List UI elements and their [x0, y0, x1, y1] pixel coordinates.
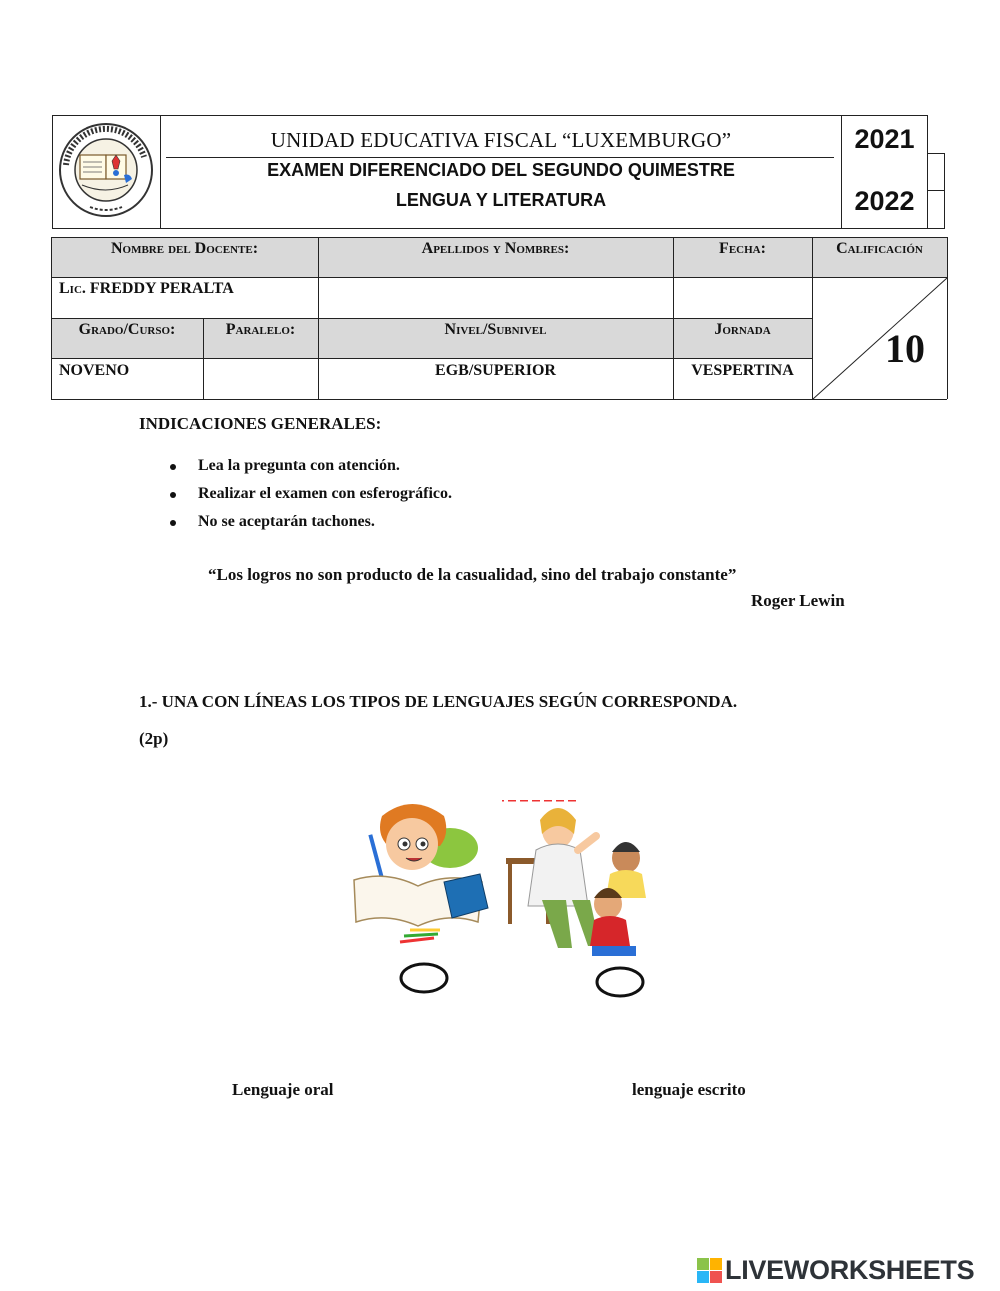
year-start: 2021	[854, 124, 915, 154]
instructions-title: INDICACIONES GENERALES:	[139, 414, 382, 433]
year-tab-divider	[928, 190, 945, 191]
student-name-field[interactable]	[320, 279, 671, 316]
bullet-icon	[170, 464, 176, 470]
logo-cell	[52, 115, 161, 229]
list-item	[168, 513, 452, 541]
level-value: EGB/SUPERIOR	[435, 362, 556, 379]
quote-author: Roger Lewin	[751, 591, 845, 610]
date-field[interactable]	[675, 279, 810, 316]
answer-circle-left[interactable]	[398, 961, 450, 995]
title-rule	[166, 157, 834, 158]
school-logo-icon	[52, 115, 160, 228]
student-header: Apellidos y Nombres:	[421, 240, 570, 257]
score-value: 10	[885, 326, 925, 371]
liveworksheets-mark-icon	[697, 1258, 723, 1284]
instruction-text: Lea la pregunta con atención.	[198, 457, 400, 474]
level-header: Nivel/Subnivel	[444, 321, 547, 338]
instruction-text: Realizar el examen con esferográfico.	[198, 485, 452, 502]
label-written-language: lenguaje escrito	[632, 1080, 746, 1099]
school-name: UNIDAD EDUCATIVA FISCAL “LUXEMBURGO”	[270, 128, 732, 152]
date-header: Fecha:	[719, 240, 766, 257]
bullet-icon	[170, 492, 176, 498]
grade-course-value: NOVENO	[59, 362, 130, 379]
table-line	[51, 358, 812, 359]
teacher-name: Lic. FREDDY PERALTA	[59, 280, 234, 297]
shift-header: Jornada	[714, 321, 771, 338]
year-tab	[928, 153, 945, 229]
bullet-icon	[170, 520, 176, 526]
grade-course-header: Grado/Curso:	[78, 321, 176, 338]
exam-title: EXAMEN DIFERENCIADO DEL SEGUNDO QUIMESTRE	[267, 160, 735, 180]
answer-circle-right[interactable]	[594, 965, 646, 999]
list-item	[168, 485, 452, 513]
liveworksheets-logo[interactable]	[697, 1255, 974, 1286]
parallel-value[interactable]	[205, 362, 316, 396]
question-1-prompt: 1.- UNA CON LÍNEAS LOS TIPOS DE LENGUAJES SEGÚN CORRESPONDA.	[139, 692, 738, 711]
grade-header: Calificación	[836, 240, 923, 257]
child-writing-illustration-icon	[350, 798, 490, 950]
year-end: 2022	[854, 186, 915, 216]
label-oral-language: Lenguaje oral	[232, 1080, 334, 1099]
liveworksheets-text: LIVEWORKSHEETS	[725, 1255, 975, 1285]
list-item	[168, 457, 452, 485]
shift-value: VESPERTINA	[691, 362, 794, 379]
quote-text: “Los logros no son producto de la casualidad, sino del trabajo constante”	[208, 565, 737, 584]
table-line	[51, 237, 52, 399]
grade-diagonal	[812, 277, 948, 400]
instruction-text: No se aceptarán tachones.	[198, 513, 375, 530]
question-1-points: (2p)	[139, 729, 169, 748]
parallel-header: Paralelo:	[225, 321, 296, 338]
teacher-header: Nombre del Docente:	[110, 240, 259, 257]
teacher-talking-illustration-icon	[502, 800, 662, 965]
subject-title: LENGUA Y LITERATURA	[395, 190, 607, 210]
table-line	[51, 318, 812, 319]
instructions-list	[168, 457, 452, 541]
